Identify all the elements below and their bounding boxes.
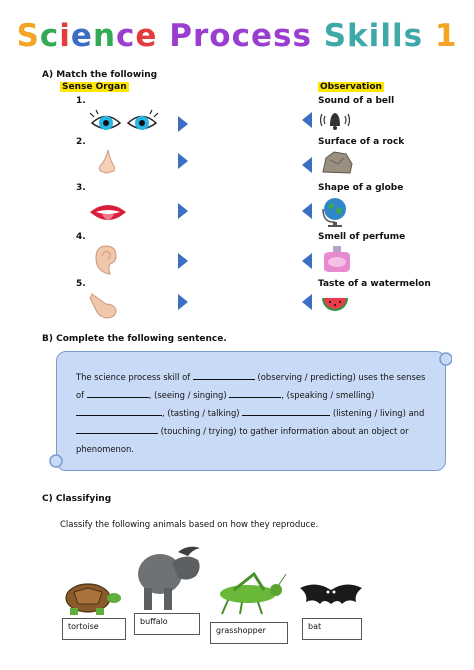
tortoise-icon: [58, 580, 122, 616]
sentence-part: (touching / trying) to gather information about an object or phenomenon.: [76, 426, 409, 454]
page-title: [0, 18, 474, 54]
match-arrow-right-3[interactable]: [302, 203, 312, 219]
title-letter: s: [273, 18, 293, 54]
section-a-heading: A) Match the following: [42, 70, 158, 80]
title-letter: c: [116, 18, 136, 54]
animal-label-tortoise[interactable]: tortoise: [62, 618, 126, 640]
sentence-part: , (seeing / singing): [148, 390, 230, 400]
sentence-part: , (tasting / talking): [162, 408, 243, 418]
observation-1: Sound of a bell: [318, 96, 395, 106]
match-arrow-left-5[interactable]: [178, 294, 188, 310]
blank-field-1[interactable]: [193, 379, 255, 380]
match-arrow-right-4[interactable]: [302, 253, 312, 269]
title-letter: e: [135, 18, 158, 54]
title-letter: n: [92, 18, 117, 54]
classify-instruction: Classify the following animals based on how they reproduce.: [60, 520, 319, 530]
title-letter: l: [380, 18, 392, 54]
title-letter: i: [59, 18, 71, 54]
blank-field-2[interactable]: [87, 397, 149, 398]
sense-organ-header: Sense Organ: [62, 82, 127, 92]
title-letter: S: [323, 18, 348, 54]
match-arrow-left-4[interactable]: [178, 253, 188, 269]
title-letter: [423, 18, 435, 54]
title-letter: S: [16, 18, 40, 54]
observation-2: Surface of a rock: [318, 137, 405, 147]
sentence-part: (listening / living) and: [330, 408, 425, 418]
title-letter: k: [347, 18, 369, 54]
row-number: 2.: [76, 137, 86, 147]
title-letter: c: [39, 18, 60, 54]
row-number: 3.: [76, 183, 86, 193]
observation-4: Smell of perfume: [318, 232, 406, 242]
mouth-icon: [88, 198, 128, 228]
match-arrow-right-2[interactable]: [302, 157, 312, 173]
sentence-text: [76, 368, 428, 458]
row-number: 4.: [76, 232, 86, 242]
blank-field-4[interactable]: [76, 415, 162, 416]
observation-3: Shape of a globe: [318, 183, 404, 193]
perfume-icon: [320, 244, 354, 274]
ear-icon: [92, 244, 118, 276]
bell-icon: [320, 108, 350, 132]
blank-field-5[interactable]: [242, 415, 330, 416]
title-letter: P: [169, 18, 193, 54]
blank-field-3[interactable]: [229, 397, 281, 398]
title-letter: s: [292, 18, 312, 54]
title-letter: s: [403, 18, 424, 54]
title-letter: l: [391, 18, 404, 54]
nose-icon: [92, 148, 122, 176]
match-arrow-left-2[interactable]: [178, 153, 188, 169]
blank-field-6[interactable]: [76, 433, 158, 434]
title-letter: r: [192, 18, 210, 54]
watermelon-icon: [320, 292, 350, 318]
section-c-heading: C) Classifying: [42, 494, 112, 504]
animal-label-buffalo[interactable]: buffalo: [134, 613, 200, 635]
title-letter: e: [250, 18, 274, 54]
grasshopper-icon: [214, 572, 288, 616]
eyes-icon: [88, 108, 160, 138]
rock-icon: [320, 148, 354, 176]
animal-label-bat[interactable]: bat: [302, 618, 362, 640]
hand-icon: [88, 290, 120, 320]
title-letter: e: [70, 18, 93, 54]
animal-label-grasshopper[interactable]: grasshopper: [210, 622, 288, 644]
buffalo-icon: [130, 538, 208, 612]
title-letter: c: [231, 18, 251, 54]
row-number: 1.: [76, 96, 86, 106]
bat-icon: [298, 576, 364, 616]
match-arrow-left-1[interactable]: [178, 116, 188, 132]
section-b-heading: B) Complete the following sentence.: [42, 334, 227, 344]
row-number: 5.: [76, 279, 86, 289]
title-letter: o: [209, 18, 232, 54]
match-arrow-left-3[interactable]: [178, 203, 188, 219]
title-letter: i: [368, 18, 381, 54]
title-letter: [157, 18, 169, 54]
title-letter: [312, 18, 324, 54]
globe-icon: [320, 196, 350, 228]
observation-header: Observation: [320, 82, 382, 92]
match-arrow-right-5[interactable]: [302, 294, 312, 310]
sentence-part: The science process skill of: [76, 372, 193, 382]
sentence-part: , (speaking / smelling): [281, 390, 375, 400]
match-arrow-right-1[interactable]: [302, 112, 312, 128]
observation-5: Taste of a watermelon: [318, 279, 431, 289]
title-letter: 1: [434, 18, 458, 54]
sentence-part: (observing / predicting) uses the senses of: [76, 372, 426, 400]
